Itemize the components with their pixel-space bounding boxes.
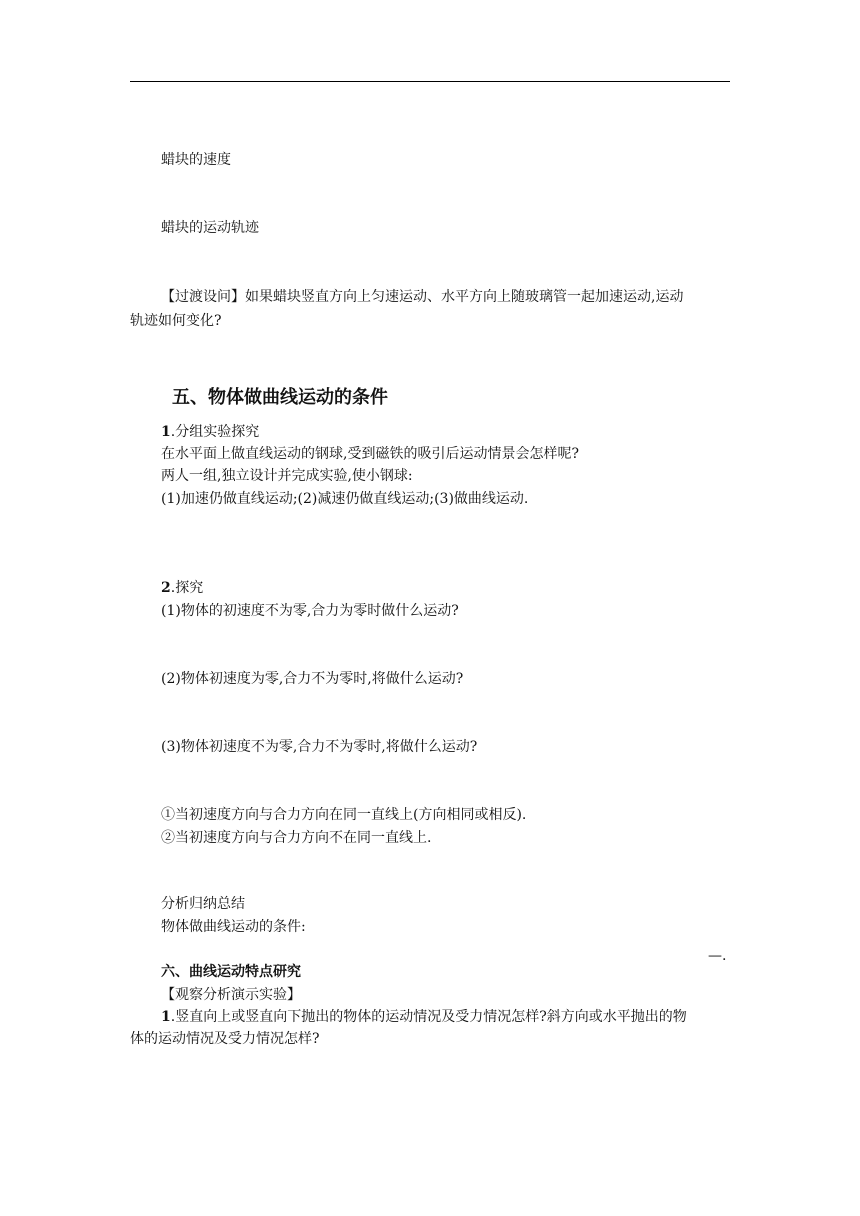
- item-one-line2: 两人一组,独立设计并完成实验,使小钢球:: [161, 468, 413, 484]
- item-two-heading: [161, 578, 203, 598]
- item-two-number: 2: [161, 580, 171, 596]
- wax-trajectory-text: 蜡块的运动轨迹: [161, 220, 259, 236]
- item-one-heading: [161, 422, 259, 442]
- case-one: ①当初速度方向与合力方向在同一直线上(方向相同或相反).: [161, 807, 527, 823]
- section-five-title: 五、物体做曲线运动的条件: [172, 387, 388, 408]
- summary-title: 分析归纳总结: [161, 896, 245, 912]
- answer-blank-end: —.: [708, 948, 727, 964]
- item-two-label: .探究: [170, 580, 204, 596]
- item-one-label: .分组实验探究: [170, 424, 260, 440]
- question-two: (2)物体初速度为零,合力不为零时,将做什么运动?: [161, 671, 464, 687]
- item-one-line1: 在水平面上做直线运动的钢球,受到磁铁的吸引后运动情景会怎样呢?: [161, 446, 579, 462]
- transition-question-line2: 轨迹如何变化?: [130, 313, 222, 329]
- observe-item-one-text: .竖直向上或竖直向下抛出的物体的运动情况及受力情况怎样?斜方向或水平抛出的物: [170, 1009, 687, 1025]
- question-three: (3)物体初速度不为零,合力不为零时,将做什么运动?: [161, 739, 478, 755]
- observe-item-one-line1: [161, 1007, 687, 1027]
- observe-demo-title: 【观察分析演示实验】: [161, 987, 301, 1003]
- transition-question-line1: 【过渡设问】如果蜡块竖直方向上匀速运动、水平方向上随玻璃管一起加速运动,运动: [161, 289, 684, 305]
- case-two: ②当初速度方向与合力方向不在同一直线上.: [161, 830, 432, 846]
- wax-speed-text: 蜡块的速度: [161, 152, 231, 168]
- item-one-number: 1: [161, 424, 171, 440]
- observe-item-one-number: 1: [161, 1009, 171, 1025]
- observe-item-one-line2: 体的运动情况及受力情况怎样?: [130, 1031, 320, 1047]
- header-rule: [130, 81, 730, 82]
- question-one: (1)物体的初速度不为零,合力为零时做什么运动?: [161, 603, 459, 619]
- section-six-title: 六、曲线运动特点研究: [161, 964, 301, 980]
- item-one-line3: (1)加速仍做直线运动;(2)减速仍做直线运动;(3)做曲线运动.: [161, 491, 529, 507]
- summary-line: 物体做曲线运动的条件:: [161, 919, 306, 935]
